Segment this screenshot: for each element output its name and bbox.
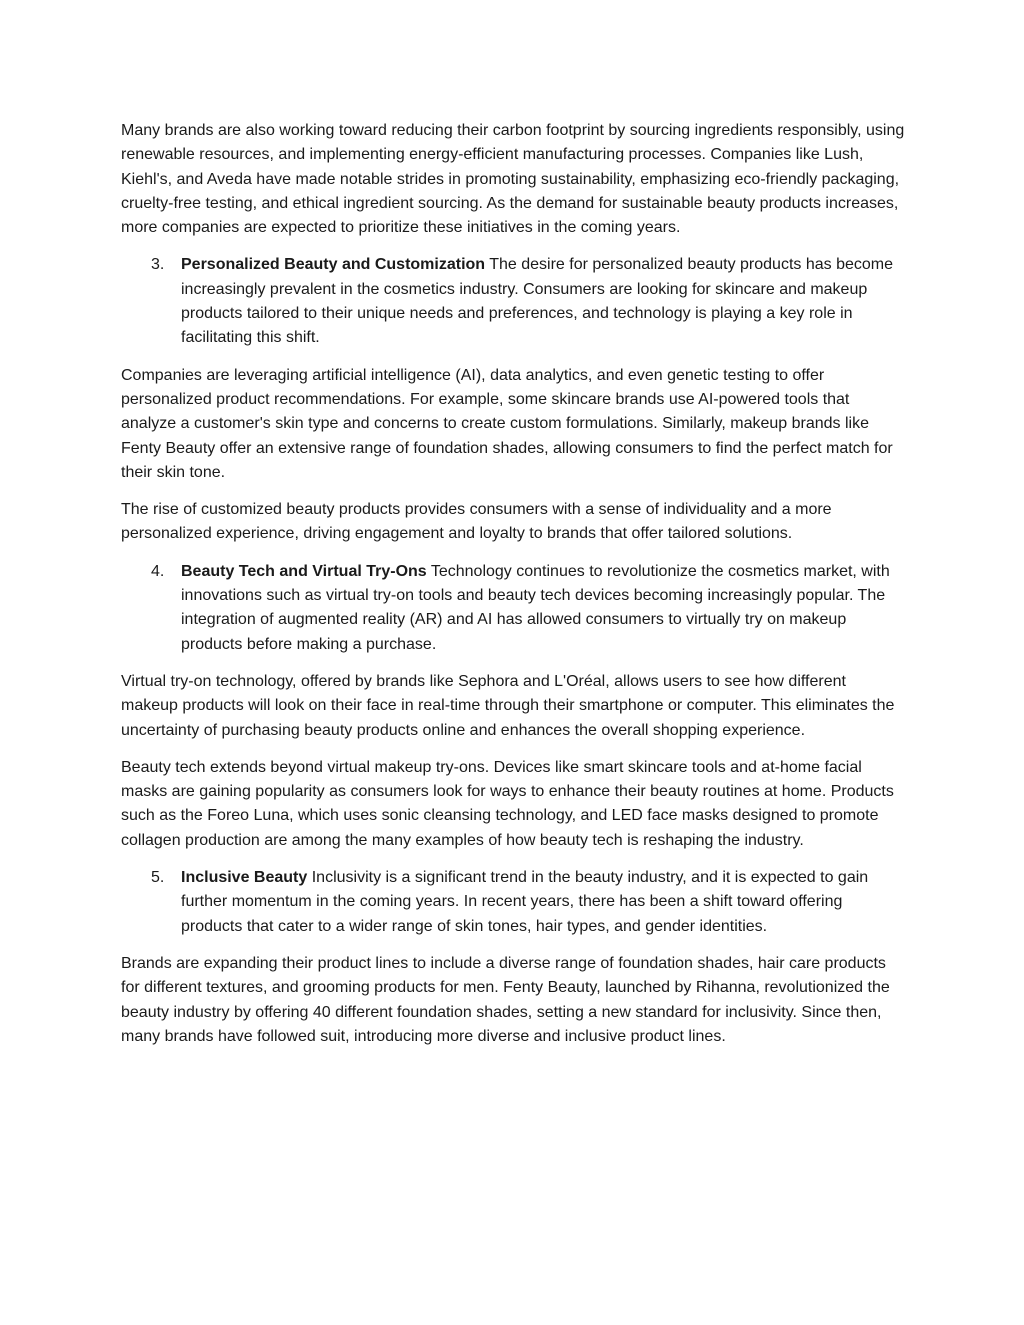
paragraph-sustainability: Many brands are also working toward reducing their carbon footprint by sourcing ingredients responsibly, using renewable resources, and implementing energy-efficient manufacturing processes. Companies like Lush, Kiehl's, and Aveda have made notable strides in promoting sustainability, emphasizing eco-friendly packaging, cruelty-free testing, and ethical ingredient sourcing. As the demand for sustainable beauty products increases, more companies are expected to prioritize these initiatives in the coming years. (121, 122, 905, 237)
list-heading: Personalized Beauty and Customization (181, 256, 486, 274)
list-item-personalized-beauty (121, 253, 907, 350)
paragraph-ai-personalization: Companies are leveraging artificial intelligence (AI), data analytics, and even genetic testing to offer personalized product recommendations. For example, some skincare brands use AI-powered tools that analyze a customer's skin type and concerns to create custom formulations. Similarly, makeup brands like Fenty Beauty offer an extensive range of foundation shades, allowing consumers to find the perfect match for their skin tone. (121, 366, 893, 481)
list-item-inclusive-beauty (121, 866, 907, 939)
list-text: The desire for personalized beauty products has become increasingly prevalent in the cosmetics industry. Consumers are looking for skincare and makeup products tailored to their unique needs and preferences, and technology is playing a key role in facilitating this shift. (181, 256, 894, 347)
document-page (121, 119, 907, 1062)
paragraph-virtual-try-on: Virtual try-on technology, offered by brands like Sephora and L'Oréal, allows users to see how different makeup products will look on their face in real-time through their smartphone or computer. This eliminates the uncertainty of purchasing beauty products online and enhances the overall shopping experience. (121, 672, 895, 739)
list-number: 4. (151, 562, 165, 580)
list-number: 3. (151, 256, 165, 274)
list-heading: Inclusive Beauty (181, 869, 308, 887)
list-item-beauty-tech (121, 560, 907, 657)
list-number: 5. (151, 869, 165, 887)
list-text: Technology continues to revolutionize the cosmetics market, with innovations such as virtual try-on tools and beauty tech devices becoming increasingly popular. The integration of augmented reality (AR) and AI has allowed consumers to virtually try on makeup products before making a purchase. (181, 562, 890, 653)
paragraph-customized-products: The rise of customized beauty products provides consumers with a sense of individuality and a more personalized experience, driving engagement and loyalty to brands that offer tailored solutions. (121, 501, 832, 543)
list-text: Inclusivity is a significant trend in the beauty industry, and it is expected to gain further momentum in the coming years. In recent years, there has been a shift toward offering products that cater to a wider range of skin tones, hair types, and gender identities. (181, 869, 869, 935)
paragraph-expanding-product-lines: Brands are expanding their product lines to include a diverse range of foundation shades, hair care products for different textures, and grooming products for men. Fenty Beauty, launched by Rihanna, revolutionized the beauty industry by offering 40 different foundation shades, setting a new standard for inclusivity. Since then, many brands have followed suit, introducing more diverse and inclusive product lines. (121, 954, 890, 1045)
list-heading: Beauty Tech and Virtual Try-Ons (181, 562, 427, 580)
paragraph-beauty-tech-devices: Beauty tech extends beyond virtual makeup try-ons. Devices like smart skincare tools and at-home facial masks are gaining popularity as consumers look for ways to enhance their beauty routines at home. Products such as the Foreo Luna, which uses sonic cleansing technology, and LED face masks designed to promote collagen production are among the many examples of how beauty tech is reshaping the industry. (121, 758, 894, 849)
